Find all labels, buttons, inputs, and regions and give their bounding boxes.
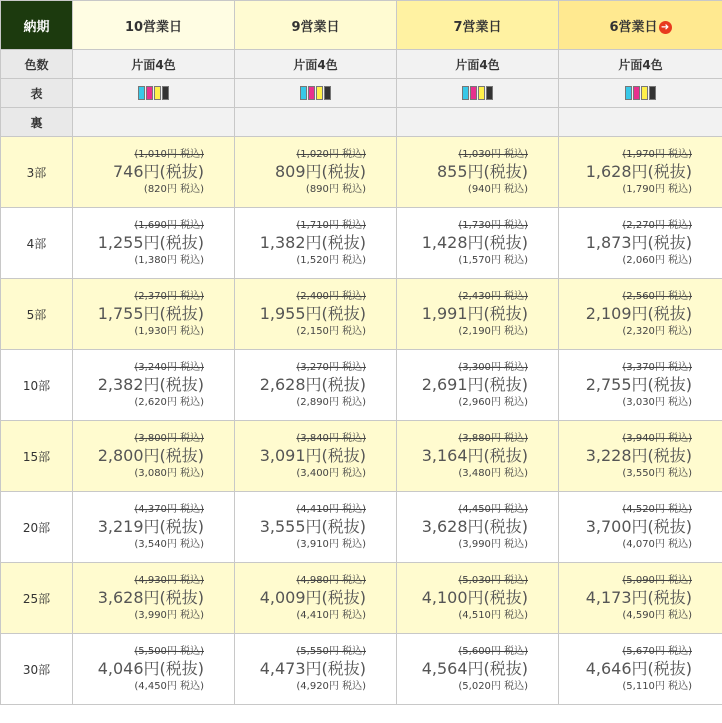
price-incl-tax: (1,790円 税込) bbox=[622, 183, 692, 195]
price-incl-tax: (1,380円 税込) bbox=[134, 254, 204, 266]
header-row bbox=[1, 1, 722, 50]
price-incl-tax: (3,990円 税込) bbox=[134, 609, 204, 621]
quantity-label: 4部 bbox=[1, 208, 73, 279]
original-price: (2,400円 税込) bbox=[296, 290, 366, 302]
price-incl-tax: (5,110円 税込) bbox=[622, 680, 692, 692]
original-price: (1,970円 税込) bbox=[622, 148, 692, 160]
delivery-col-9days[interactable] bbox=[235, 1, 397, 50]
price-excl-tax: 2,691円(税抜) bbox=[421, 375, 528, 395]
quantity-label: 30部 bbox=[1, 634, 73, 705]
front-row bbox=[1, 79, 722, 108]
colors-value: 片面4色 bbox=[235, 50, 397, 79]
price-cell[interactable] bbox=[397, 492, 559, 563]
original-price: (3,800円 税込) bbox=[134, 432, 204, 444]
quantity-label: 10部 bbox=[1, 350, 73, 421]
front-label: 表 bbox=[1, 79, 73, 108]
price-incl-tax: (4,510円 税込) bbox=[458, 609, 528, 621]
price-excl-tax: 3,628円(税抜) bbox=[421, 517, 528, 537]
ink-swatch bbox=[308, 86, 315, 100]
price-excl-tax: 1,755円(税抜) bbox=[97, 304, 204, 324]
price-excl-tax: 2,755円(税抜) bbox=[585, 375, 692, 395]
price-excl-tax: 3,091円(税抜) bbox=[259, 446, 366, 466]
quantity-label: 20部 bbox=[1, 492, 73, 563]
price-cell[interactable] bbox=[397, 208, 559, 279]
price-cell[interactable] bbox=[235, 350, 397, 421]
original-price: (1,730円 税込) bbox=[458, 219, 528, 231]
price-cell[interactable] bbox=[559, 279, 722, 350]
price-incl-tax: (890円 税込) bbox=[305, 183, 366, 195]
price-row bbox=[1, 350, 722, 421]
original-price: (1,690円 税込) bbox=[134, 219, 204, 231]
price-incl-tax: (3,080円 税込) bbox=[134, 467, 204, 479]
ink-swatch bbox=[162, 86, 169, 100]
price-incl-tax: (1,570円 税込) bbox=[458, 254, 528, 266]
original-price: (5,670円 税込) bbox=[622, 645, 692, 657]
price-incl-tax: (3,550円 税込) bbox=[622, 467, 692, 479]
original-price: (2,370円 税込) bbox=[134, 290, 204, 302]
cmyk-ink-icon bbox=[462, 86, 493, 100]
price-excl-tax: 1,428円(税抜) bbox=[421, 233, 528, 253]
price-excl-tax: 3,628円(税抜) bbox=[97, 588, 204, 608]
price-cell[interactable] bbox=[73, 208, 235, 279]
cmyk-ink-icon bbox=[300, 86, 331, 100]
quantity-label: 15部 bbox=[1, 421, 73, 492]
price-cell[interactable] bbox=[235, 208, 397, 279]
price-cell[interactable] bbox=[73, 563, 235, 634]
ink-swatch bbox=[470, 86, 477, 100]
ink-swatch bbox=[146, 86, 153, 100]
ink-swatch bbox=[300, 86, 307, 100]
price-cell[interactable] bbox=[559, 492, 722, 563]
arrow-right-circle-icon[interactable]: ➜ bbox=[659, 21, 672, 34]
front-ink-cell bbox=[397, 79, 559, 108]
price-excl-tax: 3,700円(税抜) bbox=[585, 517, 692, 537]
original-price: (3,300円 税込) bbox=[458, 361, 528, 373]
price-incl-tax: (2,320円 税込) bbox=[622, 325, 692, 337]
price-cell[interactable] bbox=[559, 421, 722, 492]
price-incl-tax: (2,960円 税込) bbox=[458, 396, 528, 408]
price-excl-tax: 855円(税抜) bbox=[436, 162, 528, 182]
price-incl-tax: (3,400円 税込) bbox=[296, 467, 366, 479]
price-incl-tax: (4,070円 税込) bbox=[622, 538, 692, 550]
original-price: (1,710円 税込) bbox=[296, 219, 366, 231]
original-price: (1,030円 税込) bbox=[458, 148, 528, 160]
price-row bbox=[1, 279, 722, 350]
original-price: (1,010円 税込) bbox=[134, 148, 204, 160]
price-row bbox=[1, 421, 722, 492]
price-cell[interactable] bbox=[73, 137, 235, 208]
delivery-header: 納期 bbox=[1, 1, 73, 50]
price-incl-tax: (4,920円 税込) bbox=[296, 680, 366, 692]
colors-value: 片面4色 bbox=[73, 50, 235, 79]
price-excl-tax: 3,219円(税抜) bbox=[97, 517, 204, 537]
price-cell[interactable] bbox=[235, 634, 397, 705]
price-excl-tax: 1,382円(税抜) bbox=[259, 233, 366, 253]
price-excl-tax: 1,628円(税抜) bbox=[585, 162, 692, 182]
price-cell[interactable] bbox=[235, 137, 397, 208]
front-ink-cell bbox=[235, 79, 397, 108]
price-cell[interactable] bbox=[73, 421, 235, 492]
price-incl-tax: (5,020円 税込) bbox=[458, 680, 528, 692]
price-cell[interactable] bbox=[397, 350, 559, 421]
price-cell[interactable] bbox=[397, 421, 559, 492]
price-excl-tax: 4,173円(税抜) bbox=[585, 588, 692, 608]
colors-value: 片面4色 bbox=[397, 50, 559, 79]
price-excl-tax: 2,109円(税抜) bbox=[585, 304, 692, 324]
price-cell[interactable] bbox=[73, 492, 235, 563]
price-cell[interactable] bbox=[73, 634, 235, 705]
price-row bbox=[1, 563, 722, 634]
delivery-col-label: 6営業日 bbox=[609, 19, 658, 35]
price-excl-tax: 4,473円(税抜) bbox=[259, 659, 366, 679]
delivery-col-label: 10営業日 bbox=[124, 19, 183, 35]
ink-swatch bbox=[625, 86, 632, 100]
price-incl-tax: (3,030円 税込) bbox=[622, 396, 692, 408]
original-price: (3,240円 税込) bbox=[134, 361, 204, 373]
price-cell[interactable] bbox=[559, 634, 722, 705]
delivery-col-label: 9営業日 bbox=[291, 19, 340, 35]
original-price: (4,370円 税込) bbox=[134, 503, 204, 515]
ink-swatch bbox=[324, 86, 331, 100]
ink-swatch bbox=[649, 86, 656, 100]
price-incl-tax: (2,150円 税込) bbox=[296, 325, 366, 337]
price-incl-tax: (2,190円 税込) bbox=[458, 325, 528, 337]
price-excl-tax: 4,009円(税抜) bbox=[259, 588, 366, 608]
price-cell[interactable] bbox=[73, 350, 235, 421]
price-cell[interactable] bbox=[559, 208, 722, 279]
quantity-label: 25部 bbox=[1, 563, 73, 634]
colors-row bbox=[1, 50, 722, 79]
price-incl-tax: (1,520円 税込) bbox=[296, 254, 366, 266]
price-incl-tax: (2,890円 税込) bbox=[296, 396, 366, 408]
price-cell[interactable] bbox=[235, 279, 397, 350]
price-excl-tax: 2,800円(税抜) bbox=[97, 446, 204, 466]
quantity-label: 3部 bbox=[1, 137, 73, 208]
back-empty-cell bbox=[559, 108, 722, 137]
price-incl-tax: (2,060円 税込) bbox=[622, 254, 692, 266]
price-excl-tax: 1,873円(税抜) bbox=[585, 233, 692, 253]
price-cell[interactable] bbox=[73, 279, 235, 350]
price-excl-tax: 2,628円(税抜) bbox=[259, 375, 366, 395]
price-incl-tax: (1,930円 税込) bbox=[134, 325, 204, 337]
colors-label: 色数 bbox=[1, 50, 73, 79]
original-price: (4,980円 税込) bbox=[296, 574, 366, 586]
original-price: (2,430円 税込) bbox=[458, 290, 528, 302]
original-price: (3,370円 税込) bbox=[622, 361, 692, 373]
ink-swatch bbox=[633, 86, 640, 100]
price-row bbox=[1, 634, 722, 705]
original-price: (3,940円 税込) bbox=[622, 432, 692, 444]
back-empty-cell bbox=[397, 108, 559, 137]
price-cell[interactable] bbox=[235, 563, 397, 634]
ink-swatch bbox=[154, 86, 161, 100]
price-excl-tax: 4,100円(税抜) bbox=[421, 588, 528, 608]
original-price: (5,600円 税込) bbox=[458, 645, 528, 657]
original-price: (5,030円 税込) bbox=[458, 574, 528, 586]
ink-swatch bbox=[138, 86, 145, 100]
price-row bbox=[1, 208, 722, 279]
price-excl-tax: 3,228円(税抜) bbox=[585, 446, 692, 466]
price-cell[interactable] bbox=[397, 634, 559, 705]
back-empty-cell bbox=[73, 108, 235, 137]
price-excl-tax: 1,255円(税抜) bbox=[97, 233, 204, 253]
price-excl-tax: 4,046円(税抜) bbox=[97, 659, 204, 679]
front-ink-cell bbox=[559, 79, 722, 108]
price-cell[interactable] bbox=[235, 492, 397, 563]
price-excl-tax: 2,382円(税抜) bbox=[97, 375, 204, 395]
price-row bbox=[1, 492, 722, 563]
price-cell[interactable] bbox=[235, 421, 397, 492]
price-excl-tax: 3,555円(税抜) bbox=[259, 517, 366, 537]
cmyk-ink-icon bbox=[625, 86, 656, 100]
ink-swatch bbox=[316, 86, 323, 100]
original-price: (2,560円 税込) bbox=[622, 290, 692, 302]
quantity-label: 5部 bbox=[1, 279, 73, 350]
original-price: (4,410円 税込) bbox=[296, 503, 366, 515]
ink-swatch bbox=[641, 86, 648, 100]
price-incl-tax: (3,990円 税込) bbox=[458, 538, 528, 550]
original-price: (4,930円 税込) bbox=[134, 574, 204, 586]
ink-swatch bbox=[486, 86, 493, 100]
price-cell[interactable] bbox=[397, 137, 559, 208]
price-cell[interactable] bbox=[559, 563, 722, 634]
price-incl-tax: (3,910円 税込) bbox=[296, 538, 366, 550]
original-price: (5,550円 税込) bbox=[296, 645, 366, 657]
price-excl-tax: 3,164円(税抜) bbox=[421, 446, 528, 466]
delivery-col-7days[interactable] bbox=[397, 1, 559, 50]
original-price: (1,020円 税込) bbox=[296, 148, 366, 160]
back-row bbox=[1, 108, 722, 137]
price-cell[interactable] bbox=[559, 350, 722, 421]
price-excl-tax: 4,646円(税抜) bbox=[585, 659, 692, 679]
cmyk-ink-icon bbox=[138, 86, 169, 100]
original-price: (3,270円 税込) bbox=[296, 361, 366, 373]
price-excl-tax: 809円(税抜) bbox=[274, 162, 366, 182]
price-excl-tax: 1,991円(税抜) bbox=[421, 304, 528, 324]
price-incl-tax: (4,410円 税込) bbox=[296, 609, 366, 621]
original-price: (3,840円 税込) bbox=[296, 432, 366, 444]
original-price: (5,500円 税込) bbox=[134, 645, 204, 657]
ink-swatch bbox=[462, 86, 469, 100]
price-excl-tax: 1,955円(税抜) bbox=[259, 304, 366, 324]
delivery-col-6days[interactable] bbox=[559, 1, 722, 50]
price-row bbox=[1, 137, 722, 208]
price-cell[interactable] bbox=[397, 563, 559, 634]
price-incl-tax: (4,590円 税込) bbox=[622, 609, 692, 621]
colors-value: 片面4色 bbox=[559, 50, 722, 79]
price-incl-tax: (820円 税込) bbox=[143, 183, 204, 195]
price-excl-tax: 4,564円(税抜) bbox=[421, 659, 528, 679]
original-price: (3,880円 税込) bbox=[458, 432, 528, 444]
price-excl-tax: 746円(税抜) bbox=[112, 162, 204, 182]
price-incl-tax: (3,480円 税込) bbox=[458, 467, 528, 479]
original-price: (4,520円 税込) bbox=[622, 503, 692, 515]
front-ink-cell bbox=[73, 79, 235, 108]
original-price: (4,450円 税込) bbox=[458, 503, 528, 515]
delivery-col-10days[interactable] bbox=[73, 1, 235, 50]
back-label: 裏 bbox=[1, 108, 73, 137]
back-empty-cell bbox=[235, 108, 397, 137]
original-price: (2,270円 税込) bbox=[622, 219, 692, 231]
price-cell[interactable] bbox=[559, 137, 722, 208]
ink-swatch bbox=[478, 86, 485, 100]
price-incl-tax: (3,540円 税込) bbox=[134, 538, 204, 550]
price-incl-tax: (4,450円 税込) bbox=[134, 680, 204, 692]
price-cell[interactable] bbox=[397, 279, 559, 350]
price-incl-tax: (2,620円 税込) bbox=[134, 396, 204, 408]
price-incl-tax: (940円 税込) bbox=[467, 183, 528, 195]
delivery-col-label: 7営業日 bbox=[453, 19, 502, 35]
original-price: (5,090円 税込) bbox=[622, 574, 692, 586]
